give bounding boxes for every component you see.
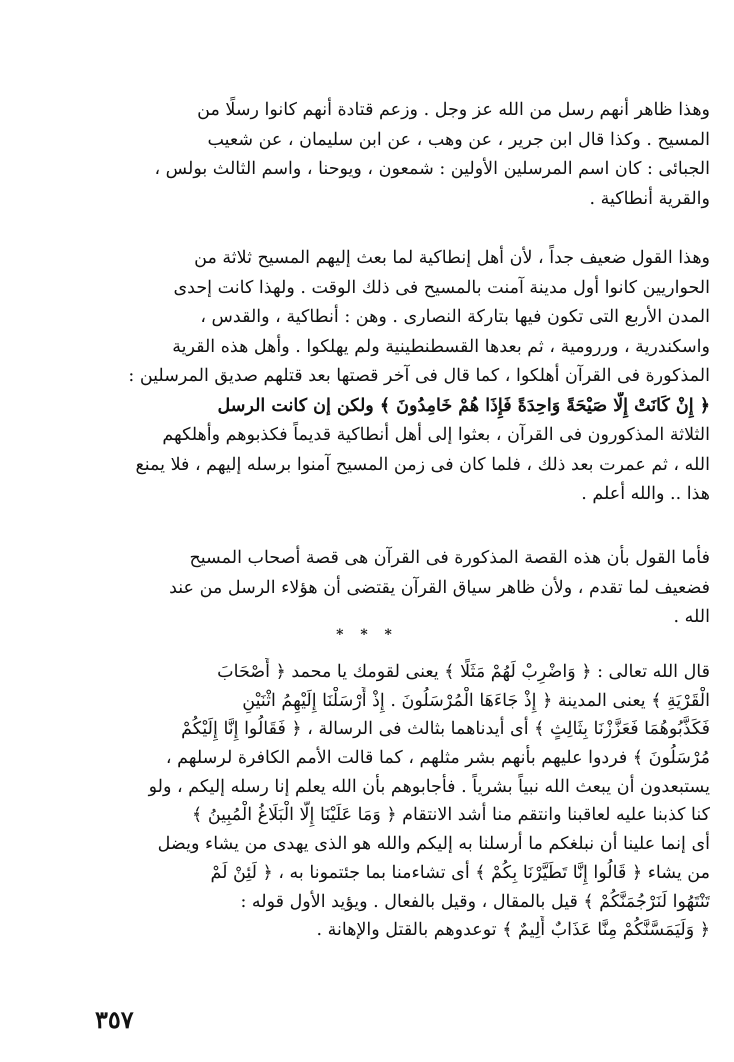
text-line: مُرْسَلُونَ ﴾ فردوا عليهم بأنهم بشر مثلهم ، كما قالت الأمم الكافرة لرسلهم ، (165, 748, 710, 769)
paragraph-3 (95, 544, 710, 633)
text-line: فأما القول بأن هذه القصة المذكورة فى القرآن هى قصة أصحاب المسيح (189, 548, 710, 568)
text-line: هذا .. والله أعلم . (581, 484, 710, 504)
paragraph-2 (95, 244, 710, 510)
page-number: ٣٥٧ (95, 1005, 134, 1034)
text-line: فضعيف لما تقدم ، ولأن ظاهر سياق القرآن يقتضى أن هؤلاء الرسل من عند (169, 577, 710, 598)
text-line: تَنْتَهُوا لَنَرْجُمَنَّكُمْ ﴾ قيل بالمقال ، وقيل بالفعال . ويؤيد الأول قوله : (240, 891, 710, 912)
text-line: الله . (673, 607, 710, 627)
text-line: الله ، ثم عمرت بعد ذلك ، فلما كان فى زمن المسيح آمنوا برسله إليهم ، فلا يمنع (135, 454, 710, 475)
text-line: والقرية أنطاكية . (589, 188, 710, 209)
paragraph-4 (95, 658, 710, 945)
text-line: وهذا القول ضعيف جداً ، لأن أهل إنطاكية لما بعث إليهم المسيح ثلاثة من (194, 248, 710, 268)
quran-verse-line: ﴿ إِنْ كَانَتْ إِلَّا صَيْحَةً وَاحِدَةً فَإِذَا هُمْ خَامِدُونَ ﴾ ولكن إن كانت الرسل (217, 395, 710, 416)
section-separator: * * * (336, 627, 398, 643)
text-line: الحواريين كانوا أول مدينة آمنت بالمسيح فى ذلك الوقت . ولهذا كانت إحدى (173, 277, 710, 298)
text-line: وهذا ظاهر أنهم رسل من الله عز وجل . وزعم قتادة أنهم كانوا رسلًا من (197, 100, 710, 120)
paragraph-1 (95, 96, 710, 214)
text-line: قال الله تعالى : ﴿ وَاضْرِبْ لَهُمْ مَثَلًا ﴾ يعنى لقومك يا محمد ﴿ أَصْحَابَ (217, 662, 710, 682)
text-line: يستبعدون أن يبعث الله نبياً بشرياً . فأجابوهم بأن الله يعلم إنا رسله إليكم ، ولو (148, 776, 710, 797)
text-line: كنا كذبنا عليه لعاقبنا وانتقم منا أشد الانتقام ﴿ وَمَا عَلَيْنَا إِلَّا الْبَلَاغُ الْمُبِينُ ﴾ (192, 805, 710, 826)
text-line: الْقَرْيَةِ ﴾ يعنى المدينة ﴿ إِذْ جَاءَهَا الْمُرْسَلُونَ . إِذْ أَرْسَلْنَا إِلَيْهِمُ اثْنَيْنِ (242, 690, 710, 711)
text-line: الجبائى : كان اسم المرسلين الأولين : شمعون ، ويوحنا ، واسم الثالث بولس ، (154, 159, 710, 179)
text-line: من يشاء ﴿ قَالُوا إِنَّا تَطَيَّرْنَا بِكُمْ ﴾ أى تشاءمنا بما جئتمونا به ، ﴿ لَئِنْ لَمْ (210, 862, 710, 883)
text-line: المدن الأربع التى تكون فيها بتاركة النصارى . وهن : أنطاكية ، والقدس ، (200, 307, 710, 327)
text-line: الثلاثة المذكورون فى القرآن ، بعثوا إلى أهل أنطاكية قديماً فكذبوهم وأهلكهم (162, 425, 710, 445)
text-line: المسيح . وكذا قال ابن جرير ، عن وهب ، عن ابن سليمان ، عن شعيب (207, 129, 710, 150)
text-line: فَكَذَّبُوهُمَا فَعَزَّزْنَا بِثَالِثٍ ﴾ أى أيدناهما بثالث فى الرسالة ، ﴿ فَقَالُوا إِنَّا إِلَيْكُمْ (181, 719, 710, 740)
text-line: واسكندرية ، وررومية ، ثم بعدها القسطنطينية ولم يهلكوا . وأهل هذه القرية (172, 336, 710, 357)
text-line: المذكورة فى القرآن أهلكوا ، كما قال فى آخر قصتها بعد قتلهم صديق المرسلين : (128, 366, 710, 386)
text-line: ﴿ وَلَيَمَسَّنَّكُمْ مِنَّا عَذَابٌ أَلِيمٌ ﴾ توعدوهم بالقتل والإهانة . (316, 920, 710, 941)
text-line: أى إنما علينا أن نبلغكم ما أرسلنا به إليكم والله هو الذى يهدى من يشاء ويضل (157, 834, 710, 855)
